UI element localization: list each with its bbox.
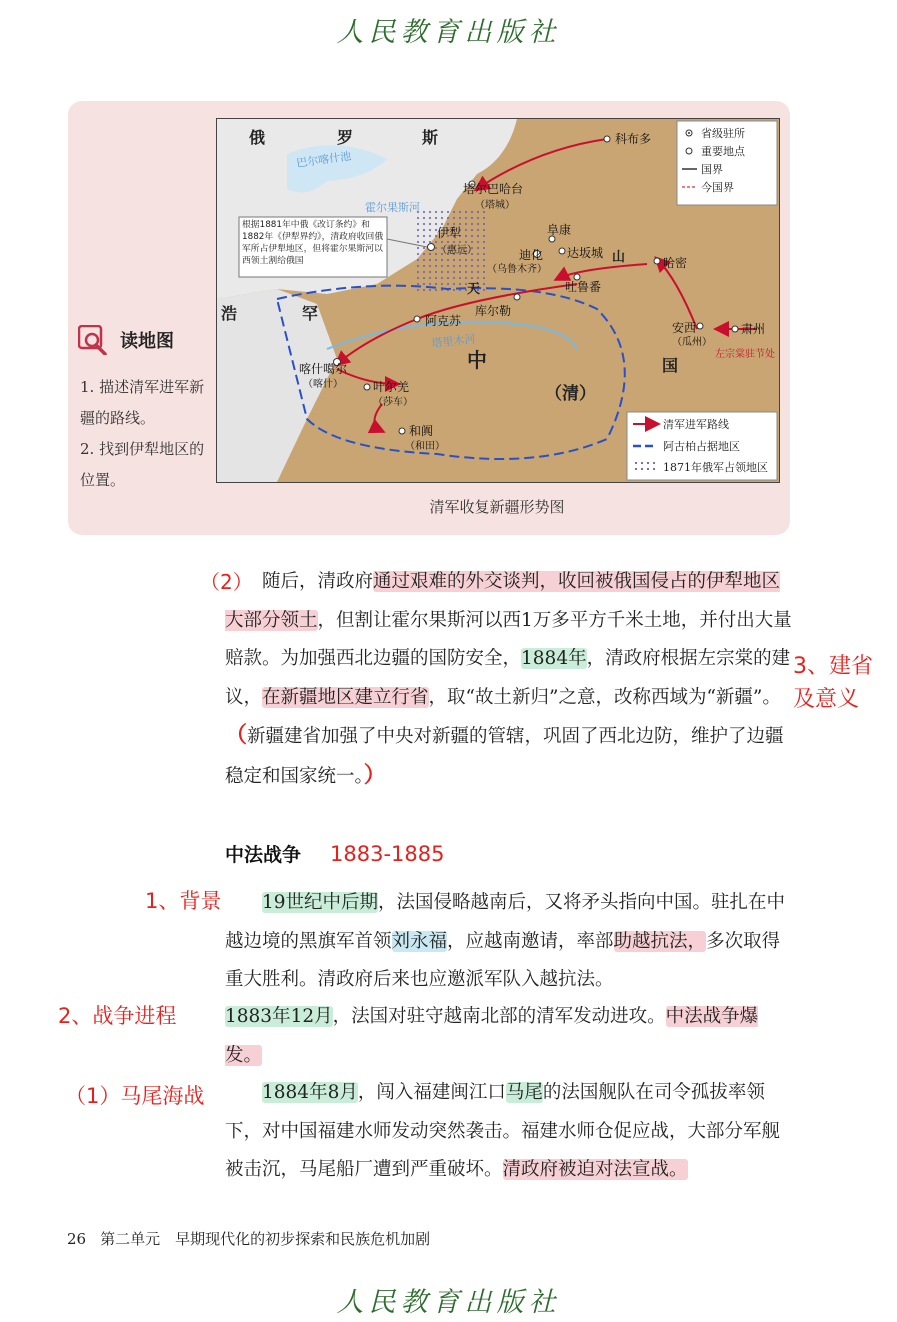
- place-label: 喀什噶尔: [299, 362, 348, 376]
- page-number: 26: [67, 1230, 87, 1248]
- handwritten-significance: 新疆建省加强了中央对新疆的管辖，巩固了西北边防，维护了边疆稳定和国家统一。: [225, 726, 784, 787]
- legend-national: 国界: [701, 163, 723, 176]
- highlight-province: 在新疆地区建立行省: [262, 686, 429, 708]
- place-label: （和田）: [405, 441, 445, 452]
- place-label: 库尔勒: [475, 304, 512, 318]
- publisher-logo-top: 人民教育出版社: [336, 17, 561, 48]
- place-label: （惠远）: [437, 245, 477, 256]
- region-label: 山: [612, 250, 626, 265]
- section-years-annotation: 1883-1885: [330, 842, 445, 866]
- place-label: 阿克苏: [425, 314, 462, 328]
- place-label: 肃州: [741, 322, 766, 336]
- place-label: （瓜州）: [672, 337, 712, 348]
- place-label: 阜康: [547, 223, 572, 237]
- region-label: 罕: [302, 304, 319, 323]
- place-label: 塔尔巴哈台: [463, 182, 524, 196]
- legend-russian: 1871年俄军占领地区: [663, 461, 768, 474]
- place-label: （喀什）: [303, 379, 343, 390]
- place-label: 哈密: [663, 256, 688, 270]
- legend-route: 清军进军路线: [663, 418, 729, 431]
- place-label: 吐鲁番: [565, 280, 602, 294]
- highlight-liu-yongfu: 刘永福: [391, 930, 448, 952]
- publisher-logo-bottom: 人民教育出版社: [336, 1287, 561, 1318]
- zuo-zongtang-label: 左宗棠驻节处: [715, 349, 775, 360]
- highlight-1884-8: 1884年8月: [262, 1082, 358, 1103]
- region-label: 中: [467, 348, 487, 372]
- place-label: 和阗: [409, 424, 434, 438]
- highlight-war-outbreak: 中法战争爆发。: [225, 1006, 759, 1066]
- region-label: 浩: [221, 304, 238, 323]
- annotation-background: 1、背景: [145, 889, 222, 913]
- place-label: 迪化: [519, 248, 544, 262]
- region-label: （清）: [545, 384, 596, 404]
- map-question-2: 2. 找到伊犁地区的位置。: [80, 440, 205, 489]
- paragraph-xinjiang: （2） 随后，清政府通过艰难的外交谈判，收回被俄国侵占的伊犁地区大部分领土，但割让霍尔果斯河以西1万多平方千米土地，并付出大量赔款。为加强西北边疆的国防安全，1884年，清政府根据左宗棠的建议，在新疆地区建立行省，取“故土新归”之意，改称西域为“新疆”。（新疆建省加强了中央对新疆的管辖，巩固了西北边防，维护了边疆稳定和国家统一。）: [225, 563, 793, 796]
- region-label: 国: [662, 356, 679, 375]
- legend-provincial: 省级驻所: [701, 127, 745, 140]
- place-label: 伊犁: [437, 226, 462, 240]
- place-label: 叶尔羌: [373, 380, 410, 394]
- place-label: （莎车）: [373, 397, 413, 408]
- region-label: 罗: [337, 128, 354, 147]
- highlight-declare-war: 清政府被迫对法宣战。: [502, 1159, 688, 1180]
- bracket-close: ）: [363, 762, 386, 788]
- annotation-mawei: （1）马尾海战: [65, 1084, 205, 1108]
- legend-bottom: [627, 412, 777, 480]
- legend-current: 今国界: [701, 181, 734, 194]
- legend-important: 重要地点: [701, 145, 745, 158]
- section-title: 中法战争: [225, 844, 302, 866]
- annotation-2: （2）: [200, 570, 253, 594]
- place-label: （塔城）: [475, 200, 515, 211]
- highlight-1884: 1884年: [521, 648, 587, 669]
- highlight-diplomacy: 通过艰难的外交谈判，收回被俄国侵占的伊犁地区大部分领土: [225, 571, 781, 631]
- highlight-aid-vietnam: 助越抗法，: [613, 930, 707, 952]
- paragraph-outbreak: 1883年12月，法国对驻守越南北部的清军发动进攻。中法战争爆发。: [225, 1006, 759, 1066]
- magnifier-icon: [78, 325, 108, 355]
- highlight-mawei: 马尾: [505, 1082, 543, 1103]
- place-label: 科布多: [615, 132, 652, 146]
- region-label: 斯: [422, 128, 439, 147]
- legend-agubai: 阿古柏占据地区: [663, 440, 740, 453]
- region-label: 天: [467, 282, 481, 297]
- region-label: 俄: [249, 128, 266, 147]
- bracket-open: （: [225, 723, 248, 748]
- highlight-19c: 19世纪中后期: [262, 892, 379, 913]
- map-question-1: 1. 描述清军进军新疆的路线。: [80, 378, 205, 427]
- unit-title: 第二单元 早期现代化的初步探索和民族危机加剧: [100, 1230, 431, 1248]
- page-footer: [67, 1228, 430, 1249]
- annotation-province-significance: 3、建省及意义: [793, 654, 873, 712]
- river-label: 塔里木河: [430, 332, 477, 350]
- treaty-note: 根据1881年中俄《改订条约》和1882年《伊犁界约》，清政府收回俄军所占伊犁地区，但将霍尔果斯河以西领土割给俄国: [242, 220, 384, 266]
- river-label: 霍尔果斯河: [365, 201, 420, 214]
- place-label: （乌鲁木齐）: [487, 264, 547, 275]
- paragraph-mawei: 1884年8月，闯入福建闽江口马尾的法国舰队在司令孤拔率领下，对中国福建水师发动突然袭击。福建水师仓促应战，大部分军舰被击沉，马尾船厂遭到严重破坏。清政府被迫对法宣战。: [225, 1082, 781, 1180]
- read-map-title: 读地图: [120, 331, 174, 352]
- map-caption: 清军收复新疆形势图: [429, 498, 565, 516]
- legend-top: [677, 121, 777, 205]
- annotation-war-process: 2、战争进程: [58, 1004, 177, 1028]
- highlight-1883-12: 1883年12月: [225, 1006, 333, 1027]
- xinjiang-map: [216, 118, 780, 483]
- lake-label: 巴尔喀什池: [295, 149, 352, 170]
- paragraph-background: 19世纪中后期，法国侵略越南后，又将矛头指向中国。驻扎在中越边境的黑旗军首领刘永福，应越南邀请，率部助越抗法，多次取得重大胜利。清政府后来也应邀派军队入越抗法。: [225, 892, 786, 990]
- place-label: 达坂城: [567, 246, 604, 260]
- place-label: 安西: [672, 321, 697, 335]
